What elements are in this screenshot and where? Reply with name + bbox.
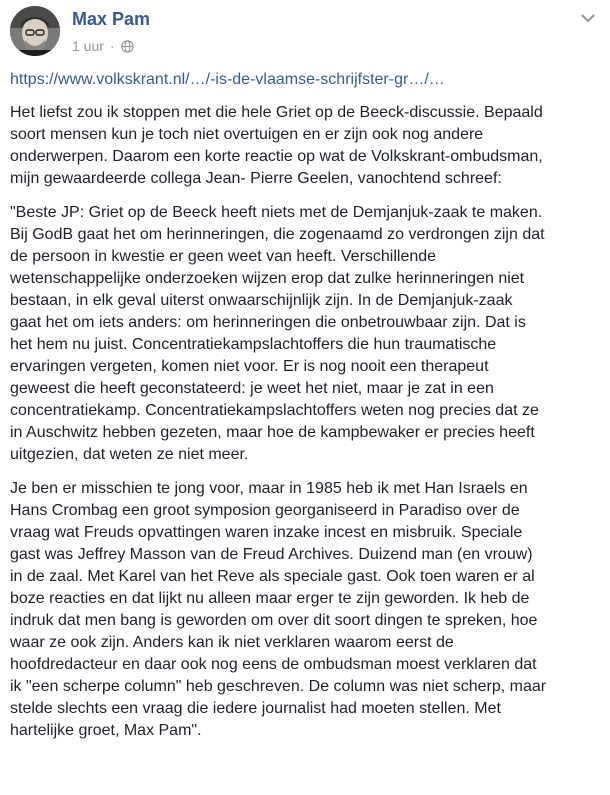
post-meta — [72, 38, 134, 54]
post-content — [10, 69, 605, 754]
chevron-down-icon — [581, 14, 595, 23]
author-name[interactable]: Max Pam — [72, 9, 151, 29]
post-timestamp[interactable]: 1 uur — [72, 38, 104, 54]
post-options-button[interactable] — [576, 8, 600, 28]
article-link[interactable]: https://www.volkskrant.nl/…/-is-de-vlaamse-schrijfster-gr…/… — [10, 71, 445, 88]
post-paragraph-2: "Beste JP: Griet op de Beeck heeft niets met de Demjanjuk-zaak te maken. Bij GodB gaat het om herinneringen, die zogenaamd zo verdrongen zijn dat de persoon in kwestie er geen weet van heeft. Verschillende wetenschappelijke onderzoeken wijzen erop dat zulke herinneringen niet bestaan, in elk geval uiterst onwaarschijnlijk zijn. In de Demjanjuk-zaak gaat het om iets anders: om herinneringen die onbetrouwbaar zijn. Dat is het hem nu juist. Concentratiekampslachtoffers die hun traumatische ervaringen vergeten, komen niet voor. Er is nog nooit een therapeut geweest die heeft geconstateerd: je weet het niet, maar je zat in een concentratiekamp. Concentratiekampslachtoffers weten nog precies dat ze in Auschwitz hebben gezeten, maar hoe de kampbewaker er precies heeft uitgezien, dat weten ze niet meer. — [10, 204, 545, 463]
post-paragraph-1: Het liefst zou ik stoppen met die hele Griet op de Beeck-discussie. Bepaald soort mensen kun je toch niet overtuigen en er zijn ook nog andere onderwerpen. Daarom een korte reactie op wat de Volkskrant-ombudsman, mijn gewaardeerde collega Jean- Pierre Geelen, vanochtend schreef: — [10, 104, 543, 187]
globe-icon[interactable] — [121, 40, 134, 53]
avatar[interactable] — [10, 6, 60, 56]
meta-separator: · — [109, 38, 115, 54]
avatar-photo — [10, 6, 60, 56]
post-paragraph-3: Je ben er misschien te jong voor, maar in 1985 heb ik met Han Israels en Hans Crombag een groot symposion georganiseerd in Paradiso over de vraag wat Freuds opvattingen waren inzake incest en misbruik. Speciale gast was Jeffrey Masson van de Freud Archives. Duizend man (en vrouw) in de zaal. Met Karel van het Reve als speciale gast. Ook toen waren er al boze reacties en dat lijkt nu alleen maar erger te zijn geworden. Ik heb de indruk dat men bang is geworden om over dit soort dingen te spreken, hoe waar ze ook zijn. Anders kan ik niet verklaren waarom eerst de hoofdredacteur en daar ook nog eens de ombudsman moest verklaren dat ik "een scherpe column" heb geschreven. De column was niet scherp, maar stelde slechts een vraag die iedere journalist had moeten stellen. Met hartelijke groet, Max Pam". — [10, 480, 547, 739]
